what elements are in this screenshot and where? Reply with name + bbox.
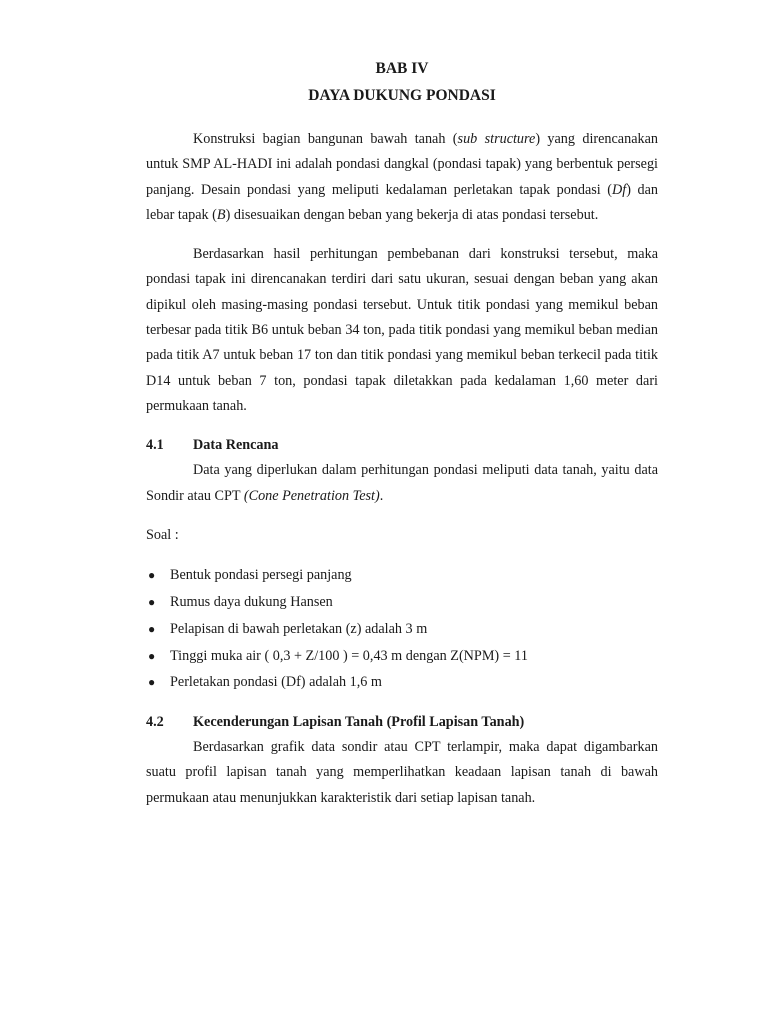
section-title: Data Rencana: [193, 437, 279, 454]
bullet-icon: ●: [148, 675, 156, 690]
para1-text-3: ) dan lebar tapak (: [146, 181, 658, 223]
para1-italic-b: B: [216, 206, 226, 223]
soal-list: [146, 562, 658, 696]
bullet-icon: ●: [148, 594, 156, 609]
chapter-number: BAB IV: [375, 60, 429, 77]
list-item: [146, 589, 658, 616]
bullet-icon: ●: [148, 568, 156, 583]
section-title: Kecenderungan Lapisan Tanah (Profil Lapisan Tanah): [193, 714, 525, 731]
para1-italic-df: Df: [612, 181, 627, 198]
section-4-2-paragraph: Berdasarkan grafik data sondir atau CPT terlampir, maka dapat digambarkan suatu profil lapisan tanah yang memperlihatkan keadaan lapisan tanah di bawah permukaan atau menunjukkan karakteristik dari setiap lapisan tanah.: [146, 739, 658, 806]
section-number: 4.1: [146, 437, 164, 454]
soal-label: Soal :: [146, 526, 179, 543]
list-item: [146, 669, 658, 696]
para1-text-1: Konstruksi bagian bangunan bawah tanah (: [193, 131, 458, 147]
paragraph-loads: Berdasarkan hasil perhitungan pembebanan dari konstruksi tersebut, maka pondasi tapak ini direncanakan terdiri dari satu ukuran, sesuai dengan beban yang akan dipikul oleh masing-masing pondasi tersebut. Untuk titik pondasi yang memikul beban terbesar pada titik B6 untuk beban 34 ton, pada titik pondasi yang memikul beban median pada titik A7 untuk beban 17 ton dan titik pondasi yang memikul beban terkecil pada titik D14 untuk beban 7 ton, pondasi tapak diletakkan pada kedalaman 1,60 meter dari permukaan tanah.: [146, 246, 658, 414]
section-4-1-text: Data yang diperlukan dalam perhitungan pondasi meliputi data tanah, yaitu data Sondir atau CPT: [146, 462, 658, 504]
section-4-1-italic: (Cone Penetration Test): [243, 487, 380, 504]
para1-italic-sub-structure: sub structure: [457, 131, 536, 147]
paragraph-intro: [146, 127, 658, 228]
chapter-title: DAYA DUKUNG PONDASI: [308, 87, 496, 104]
list-item: [146, 616, 658, 643]
list-item: [146, 562, 658, 589]
list-item-text: Rumus daya dukung Hansen: [170, 593, 333, 610]
bullet-icon: ●: [148, 648, 156, 663]
page-content: [146, 56, 658, 811]
section-4-2-heading: [146, 710, 658, 735]
section-number: 4.2: [146, 714, 164, 731]
list-item-text: Perletakan pondasi (Df) adalah 1,6 m: [170, 674, 382, 691]
list-item-text: Pelapisan di bawah perletakan (z) adalah 3 m: [170, 620, 428, 637]
para1-text-4: ) disesuaikan dengan beban yang bekerja di atas pondasi tersebut.: [225, 206, 599, 223]
list-item-text: Tinggi muka air ( 0,3 + Z/100 ) = 0,43 m dengan Z(NPM) = 11: [170, 647, 528, 664]
section-4-1-paragraph: [146, 458, 658, 509]
section-4-1-end: .: [379, 487, 384, 504]
list-item-text: Bentuk pondasi persegi panjang: [170, 567, 352, 584]
bullet-icon: ●: [148, 621, 156, 636]
section-4-1-heading: [146, 433, 658, 458]
para1-text-2: ) yang direncanakan untuk SMP AL-HADI ini adalah pondasi dangkal (pondasi tapak) yang berbentuk persegi panjang. Desain pondasi yang meliputi kedalaman perletakan tapak pondasi (: [146, 131, 658, 198]
list-item: [146, 643, 658, 670]
